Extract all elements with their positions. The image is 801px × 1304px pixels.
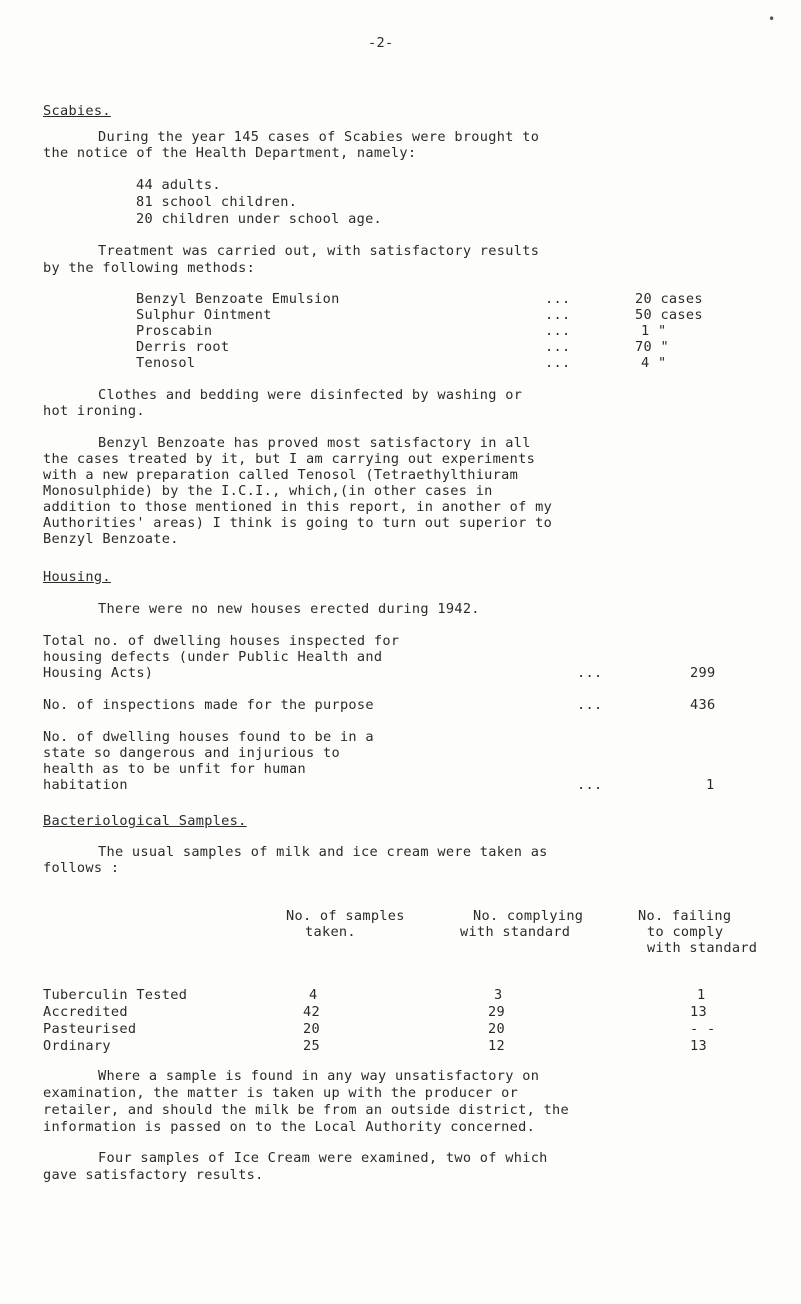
method-name: Sulphur Ointment [136, 307, 272, 323]
method-count: 70 " [635, 339, 669, 355]
scabies-heading: Scabies. [43, 103, 111, 119]
ice-cream-line-2: gave satisfactory results. [43, 1167, 264, 1183]
row-label: Accredited [43, 1004, 128, 1020]
method-count: 20 cases [635, 291, 703, 307]
benzyl-line-6: Authorities' areas) I think is going to turn out superior to [43, 515, 553, 531]
method-count: 4 " [641, 355, 667, 371]
cell-taken: 4 [309, 987, 318, 1003]
column-header-line: with standard [647, 940, 758, 956]
cell-taken: 25 [303, 1038, 320, 1054]
where-line-1: Where a sample is found in any way unsatisfactory on [98, 1068, 540, 1084]
where-line-3: retailer, and should the milk be from an outside district, the [43, 1102, 570, 1118]
cell-complying: 3 [494, 987, 503, 1003]
method-dots: ... [545, 323, 571, 339]
cell-failing: 13 [690, 1004, 707, 1020]
row-label: Tuberculin Tested [43, 987, 188, 1003]
benzyl-line-7: Benzyl Benzoate. [43, 531, 179, 547]
housing-row-value: 1 [706, 777, 715, 793]
method-name: Benzyl Benzoate Emulsion [136, 291, 340, 307]
method-count: 50 cases [635, 307, 703, 323]
clothes-line-1: Clothes and bedding were disinfected by washing or [98, 387, 523, 403]
method-name: Tenosol [136, 355, 196, 371]
housing-row-label: housing defects (under Public Health and [43, 649, 383, 665]
housing-intro: There were no new houses erected during 1942. [98, 601, 480, 617]
treatment-line-1: Treatment was carried out, with satisfactory results [98, 243, 540, 259]
housing-row-label: Housing Acts) [43, 665, 154, 681]
bacteriological-intro-line-1: The usual samples of milk and ice cream were taken as [98, 844, 548, 860]
count-under-school-age: 20 children under school age. [136, 211, 383, 227]
treatment-line-2: by the following methods: [43, 260, 256, 276]
method-name: Proscabin [136, 323, 213, 339]
housing-row-label: Total no. of dwelling houses inspected for [43, 633, 400, 649]
count-adults: 44 adults. [136, 177, 221, 193]
count-school-children: 81 school children. [136, 194, 298, 210]
housing-row-label: No. of inspections made for the purpose [43, 697, 374, 713]
method-dots: ... [545, 307, 571, 323]
housing-row-dots: ... [577, 665, 603, 681]
column-header-line: No. complying [473, 908, 584, 924]
cell-taken: 42 [303, 1004, 320, 1020]
corner-mark: • [768, 12, 776, 26]
cell-failing: - - [690, 1021, 716, 1037]
row-label: Pasteurised [43, 1021, 137, 1037]
benzyl-line-4: Monosulphide) by the I.C.I., which,(in other cases in [43, 483, 493, 499]
clothes-line-2: hot ironing. [43, 403, 145, 419]
method-dots: ... [545, 339, 571, 355]
where-line-2: examination, the matter is taken up with the producer or [43, 1085, 519, 1101]
column-header-line: with standard [460, 924, 571, 940]
method-name: Derris root [136, 339, 230, 355]
housing-row-value: 436 [690, 697, 716, 713]
cell-taken: 20 [303, 1021, 320, 1037]
housing-heading: Housing. [43, 569, 111, 585]
benzyl-line-1: Benzyl Benzoate has proved most satisfactory in all [98, 435, 531, 451]
benzyl-line-2: the cases treated by it, but I am carrying out experiments [43, 451, 536, 467]
housing-row-value: 299 [690, 665, 716, 681]
method-count: 1 " [641, 323, 667, 339]
page-number: -2- [368, 35, 394, 51]
row-label: Ordinary [43, 1038, 111, 1054]
method-dots: ... [545, 355, 571, 371]
scabies-intro-line-1: During the year 145 cases of Scabies were brought to [98, 129, 540, 145]
cell-complying: 12 [488, 1038, 505, 1054]
benzyl-line-5: addition to those mentioned in this report, in another of my [43, 499, 553, 515]
where-line-4: information is passed on to the Local Authority concerned. [43, 1119, 536, 1135]
scabies-intro-line-2: the notice of the Health Department, namely: [43, 145, 417, 161]
benzyl-line-3: with a new preparation called Tenosol (Tetraethylthiuram [43, 467, 519, 483]
housing-row-label: habitation [43, 777, 128, 793]
housing-row-label: state so dangerous and injurious to [43, 745, 340, 761]
cell-complying: 29 [488, 1004, 505, 1020]
cell-complying: 20 [488, 1021, 505, 1037]
cell-failing: 13 [690, 1038, 707, 1054]
ice-cream-line-1: Four samples of Ice Cream were examined, two of which [98, 1150, 548, 1166]
bacteriological-heading: Bacteriological Samples. [43, 813, 247, 829]
housing-row-label: health as to be unfit for human [43, 761, 307, 777]
column-header-line: to comply [647, 924, 724, 940]
housing-row-dots: ... [577, 697, 603, 713]
housing-row-label: No. of dwelling houses found to be in a [43, 729, 374, 745]
column-header-line: No. failing [638, 908, 732, 924]
method-dots: ... [545, 291, 571, 307]
column-header-line: No. of samples [286, 908, 405, 924]
column-header-line: taken. [305, 924, 356, 940]
bacteriological-intro-line-2: follows : [43, 860, 120, 876]
housing-row-dots: ... [577, 777, 603, 793]
cell-failing: 1 [697, 987, 706, 1003]
